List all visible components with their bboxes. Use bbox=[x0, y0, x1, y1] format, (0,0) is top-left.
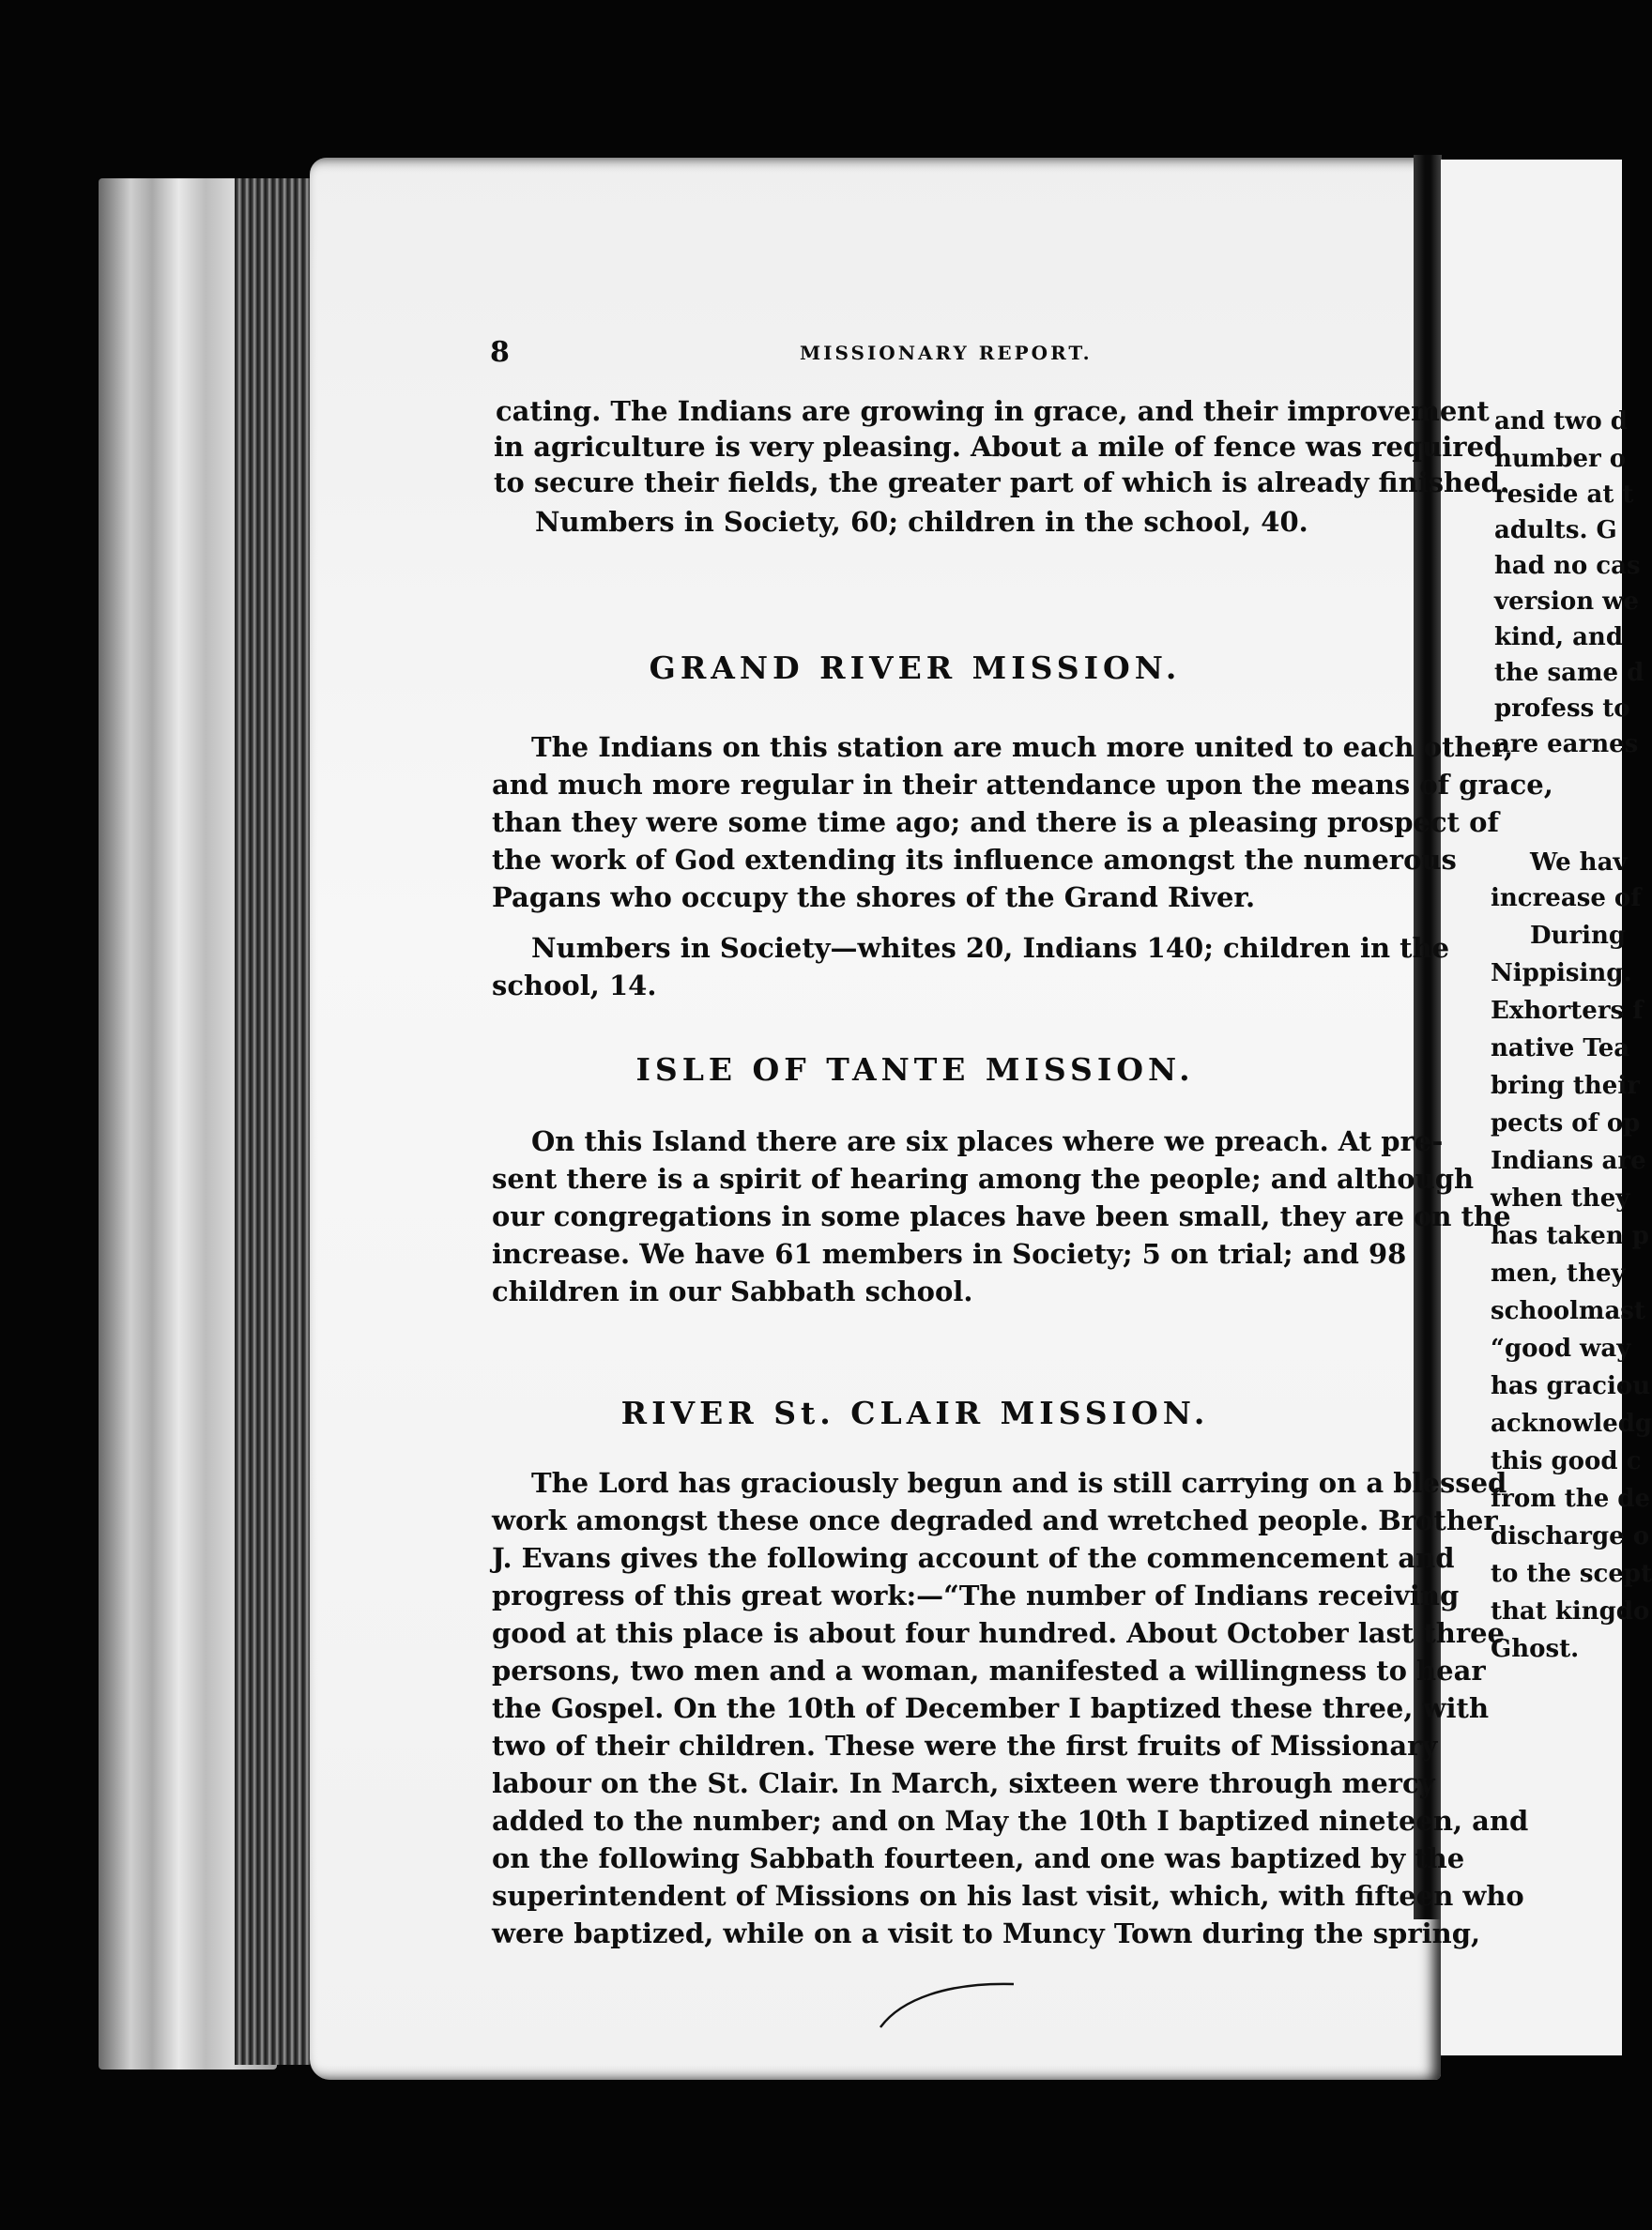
body-line: our congregations in some places have been small, they are on the bbox=[492, 1200, 1511, 1232]
right-page-line: has graciou bbox=[1491, 1372, 1651, 1400]
body-line: On this Island there are six places where we preach. At pre- bbox=[531, 1125, 1444, 1157]
running-head: MISSIONARY REPORT. bbox=[800, 342, 1093, 364]
right-page-line: increase of bbox=[1491, 884, 1642, 912]
section-heading: RIVER St. CLAIR MISSION. bbox=[620, 1395, 1210, 1431]
right-page-line: when they bbox=[1491, 1184, 1630, 1213]
body-line: two of their children. These were the first fruits of Missionary bbox=[492, 1730, 1438, 1762]
right-page-line: discharge o bbox=[1491, 1522, 1650, 1550]
right-page-line: Indians are bbox=[1491, 1147, 1646, 1175]
right-page-line: from the de bbox=[1491, 1485, 1651, 1513]
body-line: good at this place is about four hundred. About October last three bbox=[492, 1617, 1506, 1649]
body-line: increase. We have 61 members in Society; 5 on trial; and 98 bbox=[492, 1238, 1407, 1270]
body-line: the work of God extending its influence amongst the numerous bbox=[492, 844, 1457, 876]
right-page-line: Nippising. bbox=[1491, 959, 1632, 987]
right-page-line: profess to bbox=[1494, 695, 1630, 723]
body-line: superintendent of Missions on his last visit, which, with fifteen who bbox=[492, 1880, 1524, 1912]
right-page-line: native Tea bbox=[1491, 1034, 1630, 1062]
body-line: The Indians on this station are much more united to each other, bbox=[531, 731, 1514, 763]
right-page-line: and two d bbox=[1494, 407, 1628, 435]
body-line: in agriculture is very pleasing. About a mile of fence was required bbox=[494, 431, 1504, 463]
body-line: school, 14. bbox=[492, 970, 657, 1001]
right-page-line: reside at t bbox=[1494, 481, 1634, 509]
body-line: to secure their fields, the greater part of which is already finished. bbox=[494, 466, 1509, 498]
body-line: were baptized, while on a visit to Muncy Town during the spring, bbox=[492, 1917, 1481, 1949]
body-line: the Gospel. On the 10th of December I baptized these three, with bbox=[492, 1692, 1490, 1724]
right-page-line: kind, and bbox=[1494, 623, 1624, 651]
right-page-line: schoolmast bbox=[1491, 1297, 1645, 1325]
body-line: The Lord has graciously begun and is still carrying on a blessed bbox=[531, 1467, 1507, 1499]
right-page-line: Ghost. bbox=[1491, 1635, 1580, 1663]
body-line: and much more regular in their attendance upon the means of grace, bbox=[492, 769, 1553, 801]
right-page-line: version we bbox=[1494, 588, 1640, 616]
right-page-line: that kingdo bbox=[1491, 1597, 1650, 1626]
right-page-line: number o bbox=[1494, 445, 1627, 473]
right-page-line: During bbox=[1530, 922, 1627, 950]
right-page-line: adults. G bbox=[1494, 516, 1617, 544]
body-line: labour on the St. Clair. In March, sixteen were through mercy bbox=[492, 1767, 1435, 1799]
right-page-line: “good way bbox=[1491, 1335, 1631, 1363]
body-line: Pagans who occupy the shores of the Grand River. bbox=[492, 881, 1256, 913]
page-number: 8 bbox=[490, 336, 510, 369]
right-page-line: Exhorters f bbox=[1491, 997, 1644, 1025]
right-page-line: to the scept bbox=[1491, 1560, 1652, 1588]
body-line: J. Evans gives the following account of the commencement and bbox=[492, 1542, 1455, 1574]
right-page-line: this good c bbox=[1491, 1447, 1642, 1475]
body-line: cating. The Indians are growing in grace, and their improvement bbox=[496, 395, 1490, 427]
right-page-line: pects of op bbox=[1491, 1109, 1641, 1138]
body-line: Numbers in Society—whites 20, Indians 140; children in the bbox=[531, 932, 1450, 964]
right-page-line: acknowledg bbox=[1491, 1410, 1652, 1438]
section-heading: GRAND RIVER MISSION. bbox=[649, 649, 1182, 686]
section-heading: ISLE OF TANTE MISSION. bbox=[635, 1051, 1195, 1088]
right-page-line: the same d bbox=[1494, 659, 1644, 687]
body-line: children in our Sabbath school. bbox=[492, 1275, 973, 1307]
right-page-line: men, they bbox=[1491, 1260, 1626, 1288]
right-page-line: We hav bbox=[1530, 848, 1628, 877]
body-line: on the following Sabbath fourteen, and one was baptized by the bbox=[492, 1842, 1465, 1874]
body-line: work amongst these once degraded and wretched people. Brother bbox=[492, 1504, 1498, 1536]
right-page-line: has taken p bbox=[1491, 1222, 1649, 1250]
body-line: Numbers in Society, 60; children in the school, 40. bbox=[535, 506, 1308, 538]
body-line: persons, two men and a woman, manifested a willingness to hear bbox=[492, 1655, 1486, 1687]
body-line: sent there is a spirit of hearing among the people; and although bbox=[492, 1163, 1475, 1195]
right-page-line: had no cas bbox=[1494, 552, 1641, 580]
body-line: than they were some time ago; and there is a pleasing prospect of bbox=[492, 806, 1499, 838]
right-page-line: are earnes bbox=[1494, 730, 1639, 758]
body-line: added to the number; and on May the 10th I baptized nineteen, and bbox=[492, 1805, 1529, 1837]
right-page-line: bring their bbox=[1491, 1072, 1640, 1100]
body-line: progress of this great work:—“The number of Indians receiving bbox=[492, 1580, 1460, 1611]
